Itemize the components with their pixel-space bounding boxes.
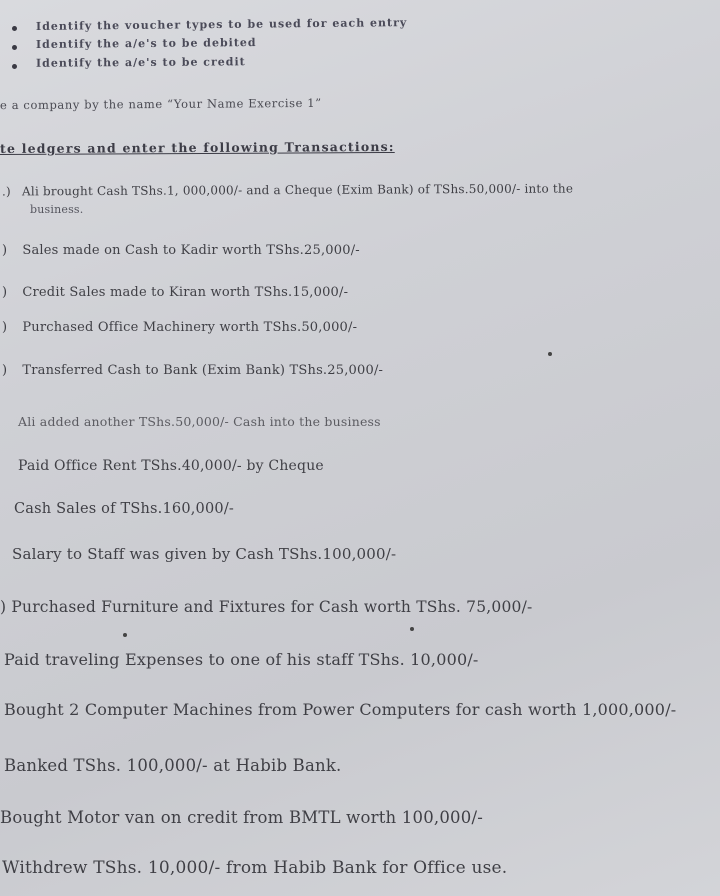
transaction-marker: ) xyxy=(2,243,8,258)
transaction-item: Salary to Staff was given by Cash TShs.100,000/- xyxy=(12,545,397,563)
transaction-item: Withdrew TShs. 10,000/- from Habib Bank for Office use. xyxy=(2,858,508,878)
paper-speck xyxy=(548,352,552,356)
transaction-item: Banked TShs. 100,000/- at Habib Bank. xyxy=(4,756,342,775)
transaction-item: Paid traveling Expenses to one of his staff TShs. 10,000/- xyxy=(4,650,479,669)
transaction-marker: .) xyxy=(1,184,11,199)
transaction-text: Ali brought Cash TShs.1, 000,000/- and a Cheque (Exim Bank) of TShs.50,000/- into the xyxy=(21,181,574,199)
transaction-item: Ali added another TShs.50,000/- Cash into the business xyxy=(18,414,381,429)
instruction-item: Identify the voucher types to be used for each entry xyxy=(35,16,408,33)
transaction-item xyxy=(2,363,383,378)
paper-speck xyxy=(410,627,414,631)
transaction-text: Credit Sales made to Kiran worth TShs.15,000/- xyxy=(22,285,349,300)
transaction-item xyxy=(2,320,357,335)
paper-speck xyxy=(123,633,127,637)
transaction-item xyxy=(2,182,573,199)
transaction-text: Transferred Cash to Bank (Exim Bank) TShs.25,000/- xyxy=(22,363,384,378)
transaction-text: Purchased Furniture and Fixtures for Cash worth TShs. 75,000/- xyxy=(11,598,533,616)
bullet-icon xyxy=(12,26,17,31)
transaction-marker: ) xyxy=(2,285,8,300)
transaction-item: Cash Sales of TShs.160,000/- xyxy=(14,501,235,517)
company-note: e a company by the name “Your Name Exercise 1” xyxy=(0,95,322,113)
transaction-item xyxy=(2,285,348,300)
bullet-icon xyxy=(12,64,17,69)
transaction-marker: ) xyxy=(0,598,7,616)
transaction-text: Sales made on Cash to Kadir worth TShs.25,000/- xyxy=(22,243,360,258)
transaction-marker: ) xyxy=(2,320,8,335)
transaction-item xyxy=(2,243,360,258)
transaction-continuation: business. xyxy=(30,203,84,216)
bullet-icon xyxy=(12,45,17,50)
transaction-item: Paid Office Rent TShs.40,000/- by Cheque xyxy=(18,458,324,474)
transaction-item: Bought 2 Computer Machines from Power Computers for cash worth 1,000,000/- xyxy=(4,700,677,719)
transaction-item xyxy=(0,598,532,616)
transaction-marker: ) xyxy=(2,363,8,378)
section-heading: te ledgers and enter the following Transactions: xyxy=(0,138,395,157)
instruction-item: Identify the a/e's to be credit xyxy=(35,55,246,70)
transaction-item: Bought Motor van on credit from BMTL worth 100,000/- xyxy=(0,808,483,827)
transaction-text: Purchased Office Machinery worth TShs.50,000/- xyxy=(22,320,358,335)
instruction-item: Identify the a/e's to be debited xyxy=(35,36,257,51)
